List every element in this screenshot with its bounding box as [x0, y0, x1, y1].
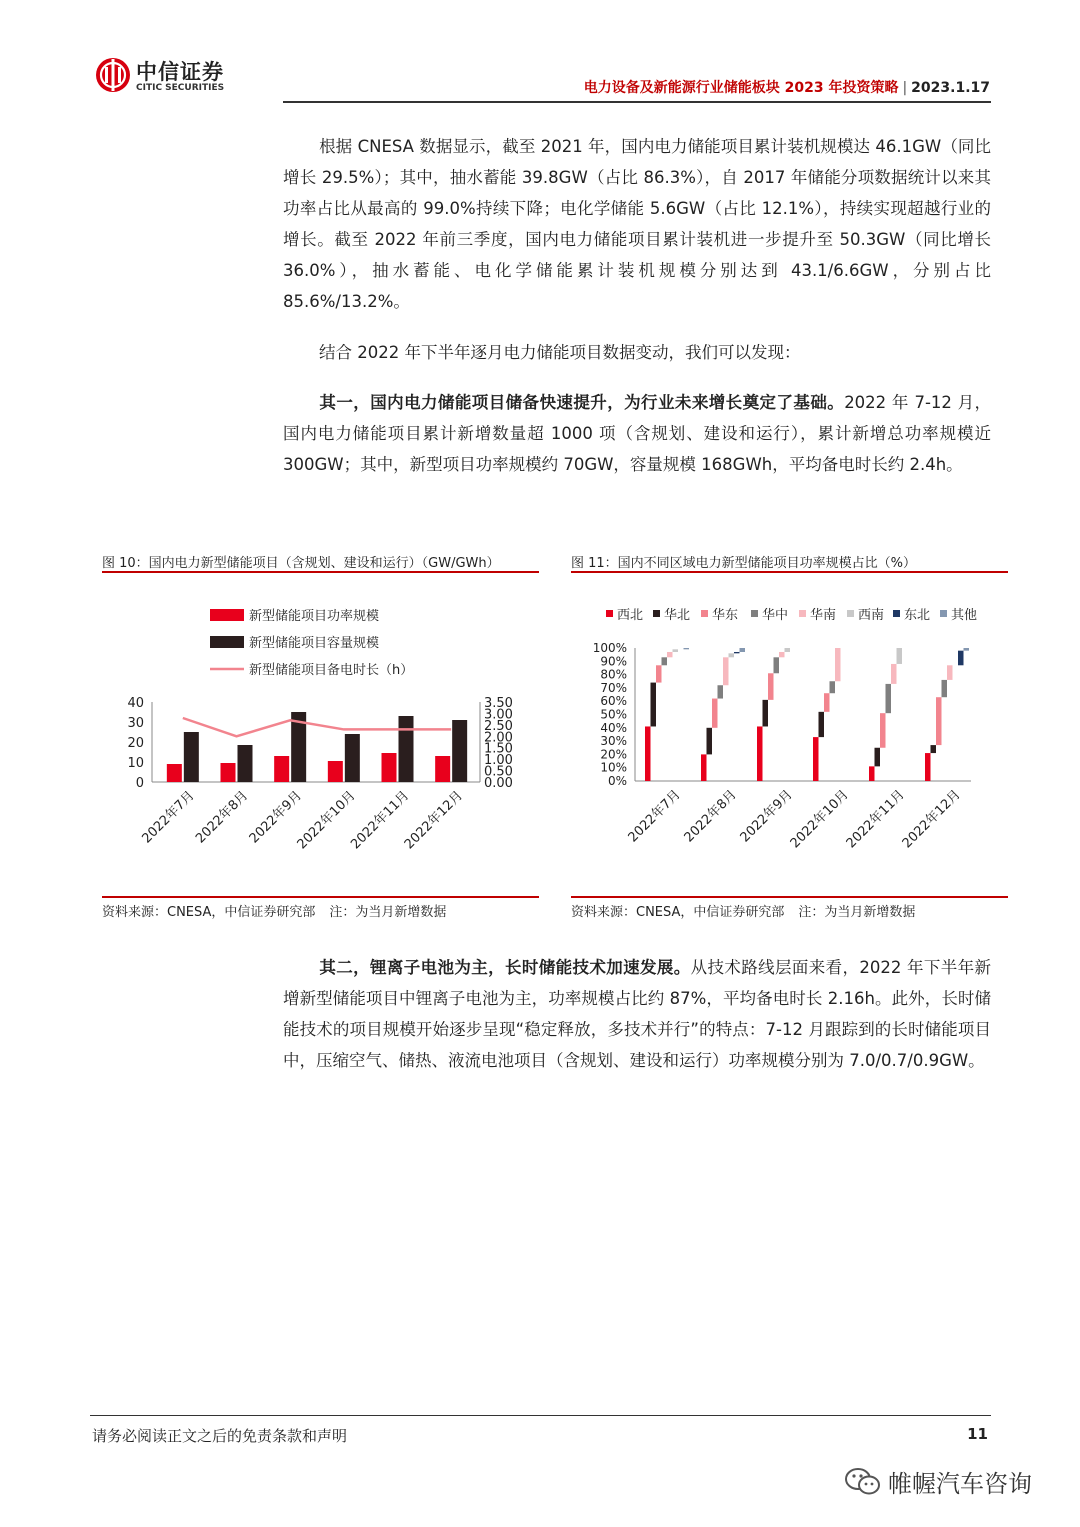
legend-swatch-4	[799, 610, 806, 617]
segment-华南-1	[723, 657, 729, 685]
y-tick-label: 80%	[600, 667, 627, 682]
segment-西南-4	[897, 648, 903, 664]
legend-label-7: 其他	[951, 608, 978, 623]
segment-华南-3	[835, 648, 841, 681]
y2-tick-label: 2.00	[484, 730, 513, 746]
y-tick-label: 100%	[592, 641, 627, 655]
report-date: 2023.1.17	[911, 80, 990, 96]
x-tick-label: 2022年12月	[899, 787, 964, 852]
y2-tick-label: 3.00	[484, 707, 513, 723]
segment-其他-5	[964, 648, 970, 651]
legend-label-0: 西北	[617, 608, 644, 623]
segment-其他-1	[740, 648, 746, 652]
report-title: 电力设备及新能源行业储能板块 2023 年投资策略	[583, 80, 899, 96]
citic-logo	[94, 52, 244, 100]
figure-11-bottom-rule	[571, 896, 1008, 898]
figure-11-caption: 图 11：国内不同区域电力新型储能项目功率规模占比（%）	[571, 556, 917, 571]
y-tick-label: 70%	[600, 680, 627, 695]
legend-swatch-1	[210, 636, 244, 648]
bar-capacity-4	[399, 716, 414, 782]
segment-华南-4	[891, 664, 897, 684]
figure-10-chart	[102, 578, 539, 894]
header-divider	[283, 101, 991, 103]
segment-华中-1	[718, 685, 724, 698]
y-tick-label: 40%	[600, 720, 627, 735]
segment-华中-4	[886, 684, 892, 713]
legend-label-1: 新型储能项目容量规模	[249, 636, 380, 651]
legend-swatch-6	[893, 610, 900, 617]
x-tick-label: 2022年7月	[625, 787, 684, 846]
wechat-watermark	[844, 1462, 1054, 1502]
y-tick-label: 60%	[600, 694, 627, 709]
paragraph-3	[283, 387, 991, 480]
x-tick-label: 2022年12月	[401, 788, 466, 853]
x-tick-label: 2022年11月	[843, 787, 908, 852]
paragraph-3-lead: 其一，国内电力储能项目储备快速提升，为行业未来增长奠定了基础。	[319, 393, 845, 412]
y-tick-label: 10%	[600, 760, 627, 775]
paragraph-1-text: 根据 CNESA 数据显示，截至 2021 年，国内电力储能项目累计装机规模达 46.1GW（同比增长 29.5%）；其中，抽水蓄能 39.8GW（占比 86.3%），自 2017 年储能分项数据统计以来其功率占比从最高的 99.0%持续下降；电化学储能 5.6GW（占比 12.1%），持续实现超越行业的增长。截至 2022 年前三季度，国内电力储能项目累计装机进一步提升至 50.3GW（同比增长 36.0%），抽水蓄能、电化学储能累计装机规模分别达到 43.1/6.6GW，分别占比 85.6%/13.2%。	[283, 137, 991, 311]
y-tick-label: 90%	[600, 654, 627, 669]
segment-东北-1	[734, 652, 740, 653]
figure-10-source	[102, 901, 446, 920]
x-tick-label: 2022年7月	[139, 788, 198, 847]
x-tick-label: 2022年11月	[348, 788, 413, 853]
paragraph-4	[283, 952, 991, 1076]
segment-华东-4	[880, 713, 886, 748]
legend-swatch-7	[940, 610, 947, 617]
y-tick-label: 30%	[600, 734, 627, 749]
page-number: 11	[967, 1425, 988, 1443]
legend-label-2: 新型储能项目备电时长（h）	[249, 663, 414, 678]
figure-10-caption: 图 10：国内电力新型储能项目（含规划、建设和运行）（GW/GWh）	[102, 556, 500, 571]
segment-华中-5	[942, 680, 948, 697]
segment-西南-0	[673, 649, 679, 652]
footer-divider	[90, 1415, 991, 1416]
figure-10-source-text: 资料来源：CNESA，中信证券研究部	[102, 905, 316, 920]
paragraph-3-text: 2022 年 7-12 月，国内电力储能项目累计新增数量超 1000 项（含规划、建设和运行），累计新增总功率规模近 300GW；其中，新型项目功率规模约 70GW，容量规模 168GWh，平均备电时长约 2.4h。	[283, 393, 991, 474]
bar-power-1	[221, 763, 236, 782]
segment-西南-2	[785, 648, 791, 652]
figure-11-source	[571, 901, 915, 920]
segment-华东-5	[936, 697, 942, 745]
legend-label-6: 东北	[904, 608, 931, 623]
y-tick-label: 40	[127, 696, 144, 711]
bar-power-0	[167, 764, 182, 782]
segment-华东-2	[768, 673, 774, 700]
segment-西北-3	[813, 737, 819, 781]
y-tick-label: 0%	[607, 774, 627, 788]
segment-华中-3	[830, 681, 836, 693]
segment-西北-1	[701, 754, 707, 781]
bar-capacity-5	[452, 720, 467, 782]
wechat-icon	[844, 1466, 882, 1498]
legend-swatch-2	[701, 610, 708, 617]
figure-11-chart	[571, 578, 1008, 894]
segment-东北-5	[958, 651, 964, 666]
segment-西北-0	[645, 726, 651, 781]
y2-tick-label: 0.50	[484, 764, 513, 780]
segment-华北-1	[707, 728, 713, 755]
legend-label-2: 华东	[712, 608, 739, 623]
y-tick-label: 10	[127, 756, 144, 771]
bar-capacity-0	[184, 732, 199, 782]
segment-西北-2	[757, 726, 763, 781]
x-tick-label: 2022年8月	[681, 787, 740, 846]
legend-label-0: 新型储能项目功率规模	[249, 609, 380, 624]
bar-power-4	[382, 753, 397, 782]
bar-power-5	[435, 756, 450, 782]
footer-disclaimer: 请务必阅读正文之后的免责条款和声明	[92, 1427, 348, 1445]
report-header	[584, 77, 990, 97]
segment-西北-4	[869, 766, 875, 781]
segment-华北-5	[931, 745, 937, 753]
paragraph-1	[283, 131, 991, 317]
segment-华北-2	[763, 700, 769, 727]
y-tick-label: 0	[135, 776, 144, 791]
y2-tick-label: 2.50	[484, 718, 513, 734]
header-separator: |	[902, 80, 908, 96]
segment-华北-3	[819, 712, 825, 737]
segment-华南-2	[779, 652, 785, 657]
segment-华东-0	[656, 665, 662, 682]
x-tick-label: 2022年9月	[737, 787, 796, 846]
figure-10-bottom-rule	[102, 896, 539, 898]
legend-label-4: 华南	[810, 608, 837, 623]
legend-label-5: 西南	[858, 608, 885, 623]
y-tick-label: 30	[127, 716, 144, 731]
segment-华北-4	[875, 748, 881, 767]
segment-华中-0	[662, 657, 668, 665]
figure-11-source-text: 资料来源：CNESA，中信证券研究部	[571, 905, 785, 920]
legend-swatch-1	[653, 610, 660, 617]
figure-10-note: 注：为当月新增数据	[329, 905, 447, 920]
figure-11-top-rule	[571, 571, 1008, 573]
bar-capacity-3	[345, 734, 360, 782]
segment-西北-5	[925, 753, 931, 781]
y-tick-label: 20%	[600, 747, 627, 762]
paragraph-2-text: 结合 2022 年下半年逐月电力储能项目数据变动，我们可以发现：	[319, 343, 801, 362]
x-tick-label: 2022年8月	[193, 788, 252, 847]
legend-swatch-5	[847, 610, 854, 617]
paragraph-2	[283, 337, 991, 368]
x-tick-label: 2022年10月	[294, 788, 359, 853]
y2-tick-label: 1.50	[484, 741, 513, 757]
y2-tick-label: 3.50	[484, 696, 513, 711]
bar-capacity-1	[238, 745, 253, 782]
watermark-text: 帷幄汽车咨询	[888, 1470, 1032, 1498]
segment-华中-2	[774, 657, 780, 673]
segment-西南-1	[729, 653, 735, 657]
x-tick-label: 2022年9月	[246, 788, 305, 847]
segment-华东-1	[712, 699, 718, 728]
y-tick-label: 20	[127, 736, 144, 751]
figure-11-note: 注：为当月新增数据	[798, 905, 916, 920]
segment-华北-0	[651, 683, 657, 727]
x-tick-label: 2022年10月	[787, 787, 852, 852]
legend-label-3: 华中	[762, 608, 789, 623]
segment-华南-0	[667, 652, 673, 657]
logo-chinese-name: 中信证券	[136, 60, 224, 84]
legend-swatch-0	[210, 609, 244, 621]
y2-tick-label: 1.00	[484, 753, 513, 769]
bar-power-2	[274, 756, 289, 782]
figure-10-top-rule	[102, 571, 539, 573]
y-tick-label: 50%	[600, 707, 627, 722]
paragraph-4-lead: 其二，锂离子电池为主，长时储能技术加速发展。	[319, 958, 691, 977]
segment-其他-0	[684, 648, 690, 649]
legend-swatch-0	[606, 610, 613, 617]
logo-english-name: CITIC SECURITIES	[136, 83, 225, 93]
y2-tick-label: 0.00	[484, 776, 513, 791]
legend-swatch-3	[751, 610, 758, 617]
segment-华南-5	[947, 665, 953, 680]
citic-logo-icon	[94, 56, 132, 94]
legend-label-1: 华北	[664, 608, 691, 623]
bar-power-3	[328, 761, 343, 782]
paragraph-4-text: 从技术路线层面来看，2022 年下半年新增新型储能项目中锂离子电池为主，功率规模占比约 87%，平均备电时长 2.16h。此外，长时储能技术的项目规模开始逐步呈现“稳定释放，多技术并行”的特点：7-12 月跟踪到的长时储能项目中，压缩空气、储热、液流电池项目（含规划、建设和运行）功率规模分别为 7.0/0.7/0.9GW。	[283, 958, 991, 1070]
segment-华东-3	[824, 693, 830, 712]
